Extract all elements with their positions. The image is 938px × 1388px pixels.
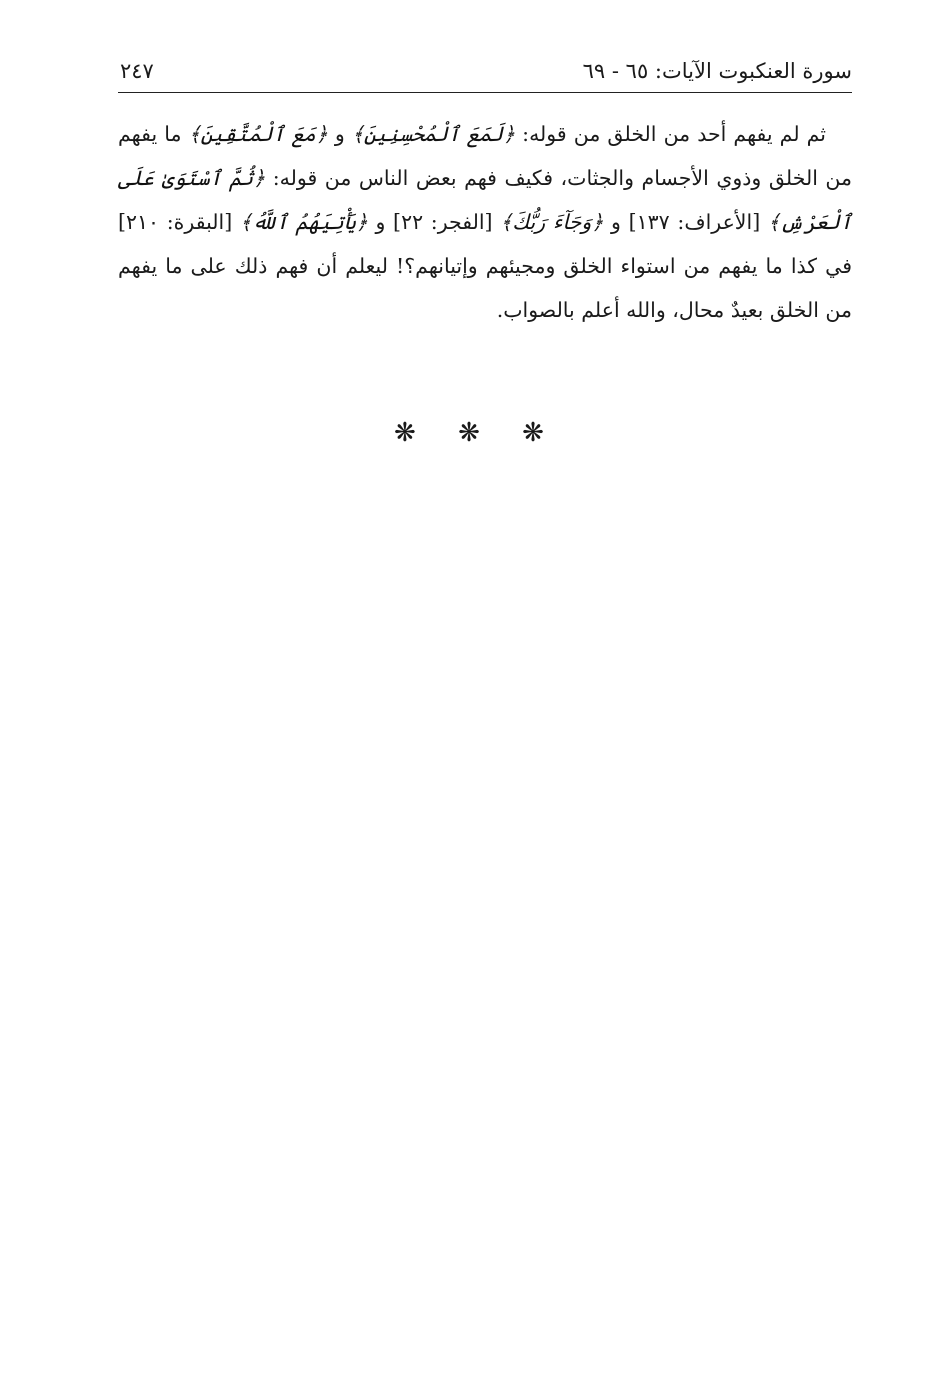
quran-quote: ﴿يَأْتِيَهُمُ ٱللَّهُ﴾ [239,210,368,234]
chapter-title: سورة العنكبوت الآيات: ٦٥ - ٦٩ [582,59,852,83]
text-segment: ثم لم يفهم أحد من الخلق من قوله: [515,122,826,146]
running-header [118,52,852,93]
quran-quote: ﴿ثُمَّ ٱسْتَوَىٰ عَلَى ٱلْعَرْشِ﴾ [118,166,852,234]
paragraph [118,112,852,332]
body-text [118,112,852,332]
section-separator [0,418,938,448]
text-segment: و [327,122,352,146]
asterism-symbol: ❋ [458,418,480,448]
text-segment: [البقرة: ٢١٠] في كذا ما يفهم من استواء الخلق ومجيئهم وإتيانهم؟! ليعلم أن فهم ذلك على ما يفهم من الخلق بعيدٌ محال، والله أعلم بالصواب. [118,210,852,322]
asterism-symbol: ❋ [522,418,544,448]
text-segment: ما يفهم من الخلق وذوي الأجسام والجثات، فكيف فهم بعض الناس من قوله: [118,122,853,190]
page-number: ٢٤٧ [120,59,154,83]
quran-quote: ﴿مَعَ ٱلْمُتَّقِينَ﴾ [188,122,328,146]
text-segment: [الفجر: ٢٢] و [367,210,501,234]
text-segment: [الأعراف: ١٣٧] و [603,210,768,234]
asterism-symbol: ❋ [394,418,416,448]
quran-quote: ﴿وَجَآءَ رَبُّكَ﴾ [500,210,604,234]
quran-quote: ﴿لَمَعَ ٱلْمُحْسِنِينَ﴾ [351,122,516,146]
